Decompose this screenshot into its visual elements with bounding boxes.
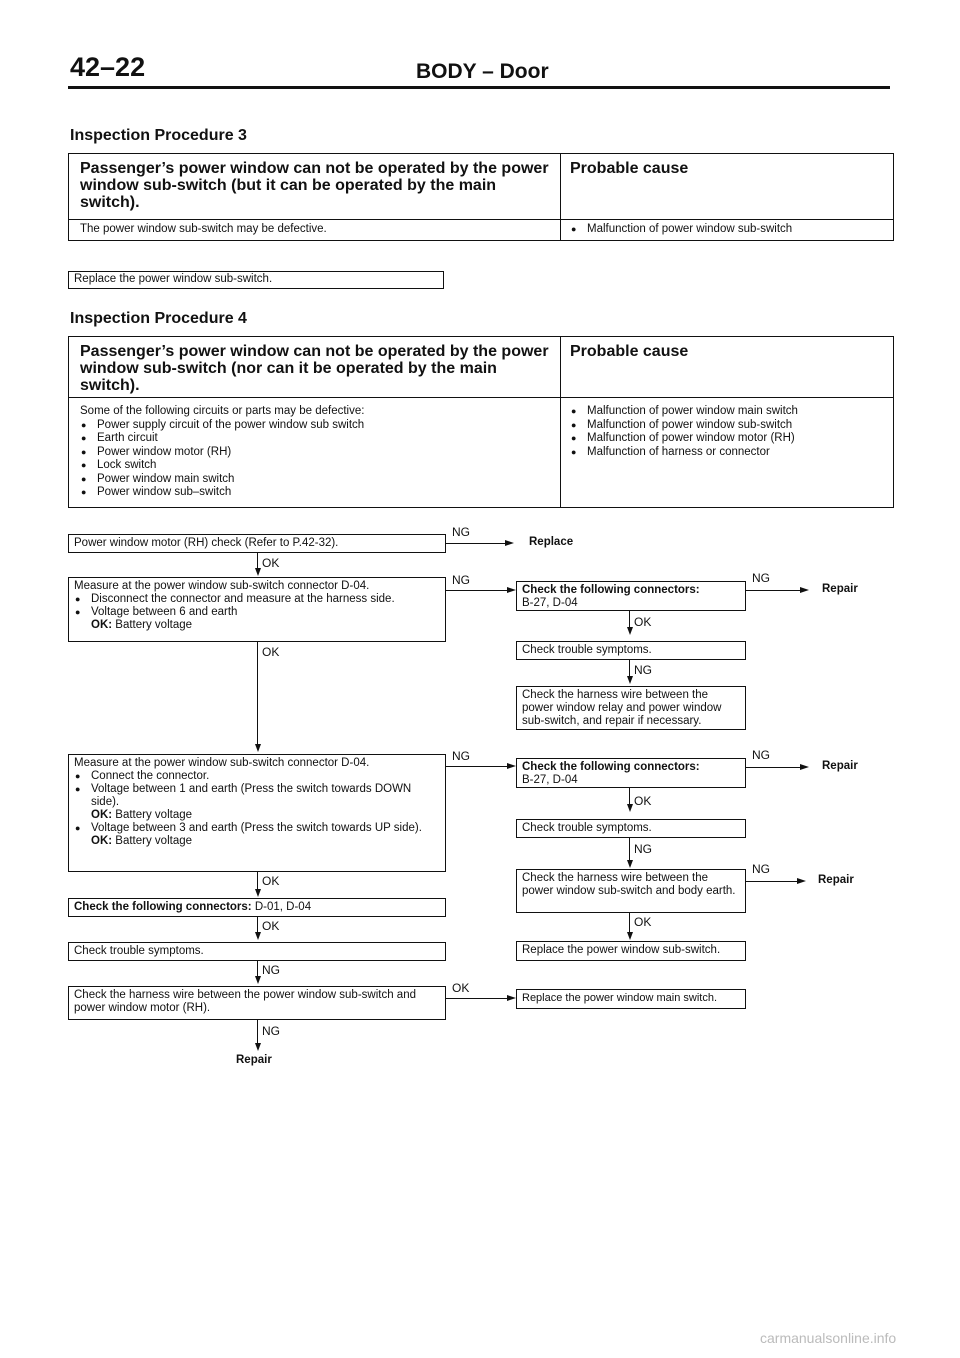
- proc4-detail-intro: Some of the following circuits or parts may be defective:: [80, 405, 365, 417]
- step3-item: ● Connect the connector.: [74, 770, 440, 783]
- step3-title: Measure at the power window sub-switch connector D-04.: [74, 757, 370, 769]
- proc4-details: [80, 405, 555, 500]
- proc4-detail-item: ● Power window sub–switch: [80, 486, 555, 500]
- page-number: 42–22: [70, 52, 146, 82]
- ng-label: NG: [262, 963, 280, 977]
- ng-label: NG: [452, 749, 470, 763]
- arrow-down-icon: [627, 932, 633, 940]
- step2-list: [74, 593, 440, 619]
- proc4-cause-item: ● Malfunction of power window motor (RH): [570, 432, 890, 446]
- ok-label: OK: [262, 919, 280, 933]
- proc3-row-divider: [68, 219, 894, 220]
- step3-ok-label: OK:: [91, 809, 113, 821]
- ok-label: OK: [634, 915, 652, 929]
- step2-ok-value: Battery voltage: [115, 619, 193, 631]
- header-rule: [68, 86, 890, 89]
- proc3-cause-item: ● Malfunction of power window sub-switch: [570, 223, 890, 237]
- step3-ok-b: [74, 835, 440, 848]
- connector-line: [629, 788, 630, 804]
- step2-ok: [74, 619, 440, 632]
- connector-line: [257, 1020, 258, 1043]
- flow-r4-connectors: [516, 758, 746, 788]
- connector-line: [257, 642, 258, 744]
- step3-item: ● Voltage between 1 and earth (Press the switch towards DOWN side).: [74, 783, 440, 809]
- arrow-down-icon: [627, 676, 633, 684]
- ok-label: OK: [634, 615, 652, 629]
- r1-value: B-27, D-04: [522, 597, 578, 609]
- ng-label: NG: [452, 525, 470, 539]
- flow-step2-measure: [68, 577, 446, 642]
- proc3-action: Replace the power window sub-switch.: [68, 271, 444, 289]
- proc4-cause-heading: Probable cause: [570, 343, 689, 360]
- ng-label: NG: [752, 571, 770, 585]
- flow-r8-replace-main-switch: Replace the power window main switch.: [516, 989, 746, 1009]
- flow-repair: Repair: [822, 583, 858, 595]
- proc4-cause-item: ● Malfunction of power window main switch: [570, 405, 890, 419]
- connector-line: [746, 590, 801, 591]
- flow-r1-connectors: [516, 581, 746, 611]
- connector-line: [446, 590, 508, 591]
- r4-value: B-27, D-04: [522, 774, 578, 786]
- arrow-right-icon: [797, 878, 806, 884]
- proc4-row-divider: [68, 397, 894, 398]
- proc4-cause-item: ● Malfunction of harness or connector: [570, 446, 890, 460]
- proc4-heading: Inspection Procedure 4: [70, 310, 247, 327]
- step3-ok-value: Battery voltage: [115, 835, 193, 847]
- step2-item: ● Voltage between 6 and earth: [74, 606, 440, 619]
- arrow-right-icon: [507, 763, 516, 769]
- step2-ok-label: OK:: [91, 619, 113, 631]
- ok-label: OK: [262, 874, 280, 888]
- proc4-detail-item: ● Power supply circuit of the power window sub switch: [80, 419, 555, 433]
- r4-label: Check the following connectors:: [522, 761, 700, 773]
- step3-item: ● Voltage between 3 and earth (Press the switch towards UP side).: [74, 822, 440, 835]
- step3-list-2: [74, 822, 440, 835]
- proc4-detail-item: ● Power window motor (RH): [80, 446, 555, 460]
- flow-repair: Repair: [822, 760, 858, 772]
- proc4-detail-item: ● Power window main switch: [80, 473, 555, 487]
- flow-r5-symptoms: Check trouble symptoms.: [516, 819, 746, 838]
- ng-label: NG: [452, 573, 470, 587]
- ok-label: OK: [262, 645, 280, 659]
- arrow-down-icon: [255, 568, 261, 576]
- arrow-down-icon: [255, 976, 261, 984]
- ng-label: NG: [752, 748, 770, 762]
- arrow-down-icon: [627, 627, 633, 635]
- r1-label: Check the following connectors:: [522, 584, 700, 596]
- arrow-right-icon: [507, 995, 516, 1001]
- connector-line: [629, 611, 630, 627]
- step3-ok-label: OK:: [91, 835, 113, 847]
- proc3-symptom: Passenger’s power window can not be operated by the power window sub-switch (but it can be operated by the main switch).: [80, 160, 549, 211]
- step3-ok-value: Battery voltage: [115, 809, 193, 821]
- flow-r2-symptoms: Check trouble symptoms.: [516, 641, 746, 660]
- flow-step6-harness-check: Check the harness wire between the power window sub-switch and power window motor (RH).: [68, 986, 446, 1020]
- arrow-right-icon: [505, 540, 514, 546]
- footer-watermark: carmanualsonline.info: [760, 1330, 897, 1346]
- connector-line: [257, 872, 258, 889]
- flow-step3-measure: [68, 754, 446, 872]
- connector-line: [629, 913, 630, 932]
- connector-line: [746, 881, 798, 882]
- ng-label: NG: [634, 663, 652, 677]
- proc4-detail-list: [80, 419, 555, 500]
- arrow-down-icon: [255, 744, 261, 752]
- arrow-down-icon: [627, 860, 633, 868]
- connector-line: [629, 660, 630, 676]
- arrow-right-icon: [800, 587, 809, 593]
- ok-label: OK: [452, 981, 470, 995]
- proc3-causes: [570, 223, 890, 237]
- connector-line: [257, 917, 258, 932]
- ng-label: NG: [262, 1024, 280, 1038]
- flow-r3-harness-check: Check the harness wire between the power window relay and power window sub-switch, and repair if necessary.: [516, 686, 746, 730]
- step2-item: ● Disconnect the connector and measure at the harness side.: [74, 593, 440, 606]
- flow-replace: Replace: [529, 536, 574, 548]
- connector-line: [446, 543, 506, 544]
- connector-line: [446, 766, 508, 767]
- flow-step1-motor-check: Power window motor (RH) check (Refer to P.42-32).: [68, 534, 446, 553]
- proc3-cause-heading: Probable cause: [570, 160, 689, 177]
- arrow-down-icon: [255, 1043, 261, 1051]
- ng-label: NG: [752, 862, 770, 876]
- ok-label: OK: [634, 794, 652, 808]
- proc4-causes: [570, 405, 890, 459]
- step3-ok-a: [74, 809, 440, 822]
- step3-list: [74, 770, 440, 809]
- step2-title: Measure at the power window sub-switch connector D-04.: [74, 580, 370, 592]
- step4-value: D-01, D-04: [254, 901, 312, 913]
- connector-line: [257, 553, 258, 568]
- ng-label: NG: [634, 842, 652, 856]
- connector-line: [746, 767, 801, 768]
- proc4-symptom: Passenger’s power window can not be operated by the power window sub-switch (nor can it be operated by the main switch).: [80, 343, 549, 394]
- ok-label: OK: [262, 556, 280, 570]
- flow-repair: Repair: [818, 874, 854, 886]
- connector-line: [629, 838, 630, 860]
- flow-step4-connectors: [68, 898, 446, 917]
- connector-line: [446, 998, 508, 999]
- arrow-right-icon: [800, 764, 809, 770]
- flow-step5-symptoms: Check trouble symptoms.: [68, 942, 446, 961]
- arrow-down-icon: [627, 804, 633, 812]
- proc4-divider: [560, 336, 561, 508]
- proc3-divider: [560, 153, 561, 241]
- flow-r7-replace-sub-switch: Replace the power window sub-switch.: [516, 941, 746, 961]
- step4-label: Check the following connectors:: [74, 901, 252, 913]
- proc4-detail-item: ● Lock switch: [80, 459, 555, 473]
- arrow-down-icon: [255, 889, 261, 897]
- page-title: BODY – Door: [416, 60, 549, 83]
- arrow-down-icon: [255, 932, 261, 940]
- connector-line: [257, 961, 258, 976]
- proc4-cause-item: ● Malfunction of power window sub-switch: [570, 419, 890, 433]
- proc3-detail: The power window sub-switch may be defective.: [80, 223, 327, 235]
- flow-repair: Repair: [236, 1054, 272, 1066]
- proc3-heading: Inspection Procedure 3: [70, 127, 247, 144]
- proc4-detail-item: ● Earth circuit: [80, 432, 555, 446]
- flow-r6-harness-earth: Check the harness wire between the power window sub-switch and body earth.: [516, 869, 746, 913]
- arrow-right-icon: [507, 587, 516, 593]
